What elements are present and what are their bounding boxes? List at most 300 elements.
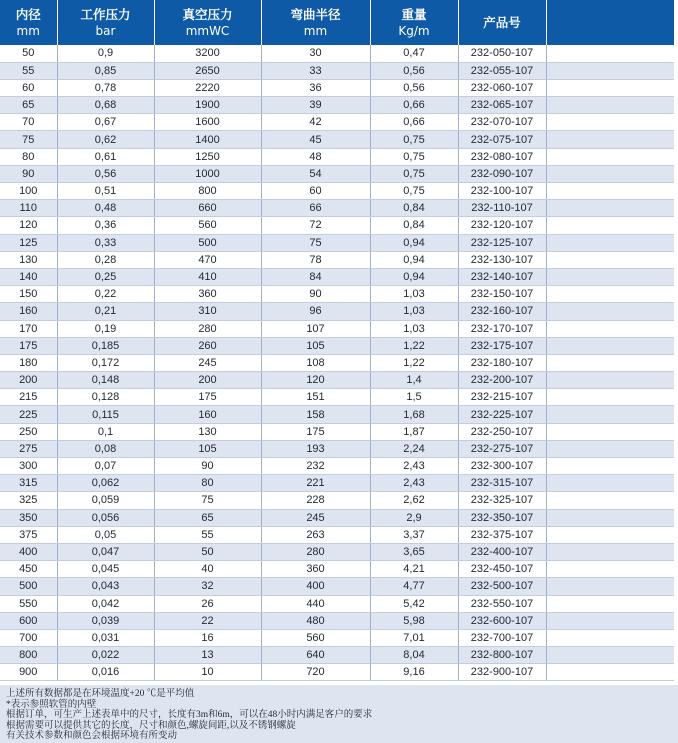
table-row: [0, 200, 674, 217]
table-row: [0, 543, 674, 560]
cell-inner-diameter: 90: [0, 165, 57, 182]
cell-working-pressure: 0,016: [57, 664, 154, 681]
cell-bend-radius: 42: [261, 114, 370, 131]
cell-bend-radius: 228: [261, 492, 370, 509]
cell-blank: [546, 543, 674, 560]
cell-vacuum-pressure: 1900: [154, 97, 261, 114]
table-row: [0, 492, 674, 509]
cell-weight: 1,22: [370, 354, 458, 371]
cell-working-pressure: 0,56: [57, 165, 154, 182]
cell-product-number: 232-140-107: [458, 268, 546, 285]
cell-vacuum-pressure: 245: [154, 354, 261, 371]
cell-vacuum-pressure: 200: [154, 372, 261, 389]
cell-blank: [546, 372, 674, 389]
cell-weight: 1,5: [370, 389, 458, 406]
cell-inner-diameter: 900: [0, 664, 57, 681]
table-row: [0, 337, 674, 354]
cell-weight: 5,98: [370, 612, 458, 629]
cell-product-number: 232-325-107: [458, 492, 546, 509]
cell-vacuum-pressure: 160: [154, 406, 261, 423]
cell-inner-diameter: 350: [0, 509, 57, 526]
cell-vacuum-pressure: 800: [154, 183, 261, 200]
cell-product-number: 232-075-107: [458, 131, 546, 148]
table-row: [0, 561, 674, 578]
cell-product-number: 232-130-107: [458, 251, 546, 268]
cell-product-number: 232-400-107: [458, 543, 546, 560]
cell-bend-radius: 75: [261, 234, 370, 251]
cell-inner-diameter: 800: [0, 647, 57, 664]
cell-inner-diameter: 120: [0, 217, 57, 234]
cell-blank: [546, 165, 674, 182]
cell-vacuum-pressure: 32: [154, 578, 261, 595]
table-row: [0, 97, 674, 114]
cell-inner-diameter: 125: [0, 234, 57, 251]
cell-bend-radius: 151: [261, 389, 370, 406]
table-row: [0, 389, 674, 406]
cell-inner-diameter: 170: [0, 320, 57, 337]
cell-vacuum-pressure: 105: [154, 440, 261, 457]
cell-blank: [546, 492, 674, 509]
cell-blank: [546, 354, 674, 371]
table-row: [0, 286, 674, 303]
table-row: [0, 165, 674, 182]
cell-blank: [546, 664, 674, 681]
cell-weight: 1,68: [370, 406, 458, 423]
cell-vacuum-pressure: 660: [154, 200, 261, 217]
table-row: [0, 234, 674, 251]
cell-weight: 0,66: [370, 97, 458, 114]
cell-vacuum-pressure: 16: [154, 629, 261, 646]
cell-bend-radius: 400: [261, 578, 370, 595]
cell-blank: [546, 62, 674, 79]
cell-working-pressure: 0,21: [57, 303, 154, 320]
cell-inner-diameter: 130: [0, 251, 57, 268]
cell-vacuum-pressure: 2220: [154, 79, 261, 96]
cell-inner-diameter: 140: [0, 268, 57, 285]
header-row: [0, 0, 674, 45]
cell-blank: [546, 268, 674, 285]
cell-vacuum-pressure: 410: [154, 268, 261, 285]
header-working-pressure: 工作压力 bar: [57, 0, 154, 45]
table-row: [0, 458, 674, 475]
cell-weight: 2,9: [370, 509, 458, 526]
cell-bend-radius: 560: [261, 629, 370, 646]
cell-inner-diameter: 100: [0, 183, 57, 200]
cell-vacuum-pressure: 2650: [154, 62, 261, 79]
cell-weight: 0,75: [370, 183, 458, 200]
cell-weight: 0,94: [370, 251, 458, 268]
cell-product-number: 232-315-107: [458, 475, 546, 492]
cell-blank: [546, 509, 674, 526]
cell-product-number: 232-175-107: [458, 337, 546, 354]
cell-blank: [546, 629, 674, 646]
cell-vacuum-pressure: 280: [154, 320, 261, 337]
cell-vacuum-pressure: 22: [154, 612, 261, 629]
cell-bend-radius: 108: [261, 354, 370, 371]
cell-bend-radius: 107: [261, 320, 370, 337]
cell-working-pressure: 0,22: [57, 286, 154, 303]
header-blank: [546, 0, 674, 45]
cell-product-number: 232-060-107: [458, 79, 546, 96]
table-row: [0, 268, 674, 285]
cell-product-number: 232-100-107: [458, 183, 546, 200]
footnote-line: 有关技术参数和颜色会根据环境有所变动: [6, 731, 178, 741]
cell-bend-radius: 440: [261, 595, 370, 612]
cell-weight: 1,03: [370, 286, 458, 303]
cell-weight: 5,42: [370, 595, 458, 612]
cell-inner-diameter: 325: [0, 492, 57, 509]
cell-vacuum-pressure: 1400: [154, 131, 261, 148]
cell-weight: 0,56: [370, 62, 458, 79]
cell-bend-radius: 66: [261, 200, 370, 217]
cell-weight: 2,43: [370, 458, 458, 475]
table-row: [0, 131, 674, 148]
cell-weight: 0,75: [370, 148, 458, 165]
cell-weight: 3,65: [370, 543, 458, 560]
cell-inner-diameter: 55: [0, 62, 57, 79]
cell-bend-radius: 105: [261, 337, 370, 354]
cell-weight: 1,03: [370, 303, 458, 320]
cell-weight: 1,87: [370, 423, 458, 440]
cell-inner-diameter: 400: [0, 543, 57, 560]
cell-inner-diameter: 175: [0, 337, 57, 354]
cell-working-pressure: 0,043: [57, 578, 154, 595]
cell-working-pressure: 0,07: [57, 458, 154, 475]
cell-weight: 0,66: [370, 114, 458, 131]
table-row: [0, 45, 674, 62]
cell-weight: 1,4: [370, 372, 458, 389]
cell-blank: [546, 526, 674, 543]
table-row: [0, 114, 674, 131]
cell-inner-diameter: 60: [0, 79, 57, 96]
cell-bend-radius: 84: [261, 268, 370, 285]
header-weight: 重量 Kg/m: [370, 0, 458, 45]
table-row: [0, 303, 674, 320]
cell-inner-diameter: 250: [0, 423, 57, 440]
cell-bend-radius: 360: [261, 561, 370, 578]
cell-product-number: 232-350-107: [458, 509, 546, 526]
cell-working-pressure: 0,51: [57, 183, 154, 200]
footnote-line: 根据需要可以提供其它的长度，尺寸和颜色,螺旋间距,以及不锈钢螺旋: [6, 720, 296, 731]
cell-blank: [546, 595, 674, 612]
cell-blank: [546, 234, 674, 251]
cell-blank: [546, 217, 674, 234]
cell-bend-radius: 39: [261, 97, 370, 114]
cell-weight: 0,94: [370, 268, 458, 285]
cell-product-number: 232-065-107: [458, 97, 546, 114]
cell-vacuum-pressure: 130: [154, 423, 261, 440]
header-vacuum-pressure: 真空压力 mmWC: [154, 0, 261, 45]
cell-inner-diameter: 110: [0, 200, 57, 217]
cell-vacuum-pressure: 360: [154, 286, 261, 303]
cell-bend-radius: 263: [261, 526, 370, 543]
cell-inner-diameter: 65: [0, 97, 57, 114]
cell-vacuum-pressure: 3200: [154, 45, 261, 62]
cell-bend-radius: 45: [261, 131, 370, 148]
header-product-number: 产品号: [458, 0, 546, 45]
table-row: [0, 509, 674, 526]
cell-vacuum-pressure: 55: [154, 526, 261, 543]
table-row: [0, 612, 674, 629]
cell-bend-radius: 280: [261, 543, 370, 560]
cell-blank: [546, 183, 674, 200]
cell-blank: [546, 423, 674, 440]
cell-blank: [546, 148, 674, 165]
cell-bend-radius: 193: [261, 440, 370, 457]
cell-product-number: 232-080-107: [458, 148, 546, 165]
footnote-line: *表示参照软管的内壁: [6, 699, 97, 710]
cell-product-number: 232-500-107: [458, 578, 546, 595]
cell-product-number: 232-150-107: [458, 286, 546, 303]
cell-working-pressure: 0,25: [57, 268, 154, 285]
cell-inner-diameter: 375: [0, 526, 57, 543]
cell-bend-radius: 245: [261, 509, 370, 526]
cell-bend-radius: 33: [261, 62, 370, 79]
cell-product-number: 232-800-107: [458, 647, 546, 664]
cell-weight: 7,01: [370, 629, 458, 646]
cell-inner-diameter: 550: [0, 595, 57, 612]
cell-product-number: 232-550-107: [458, 595, 546, 612]
cell-product-number: 232-225-107: [458, 406, 546, 423]
cell-vacuum-pressure: 1250: [154, 148, 261, 165]
cell-working-pressure: 0,05: [57, 526, 154, 543]
footnotes: [0, 685, 678, 743]
cell-bend-radius: 120: [261, 372, 370, 389]
cell-vacuum-pressure: 10: [154, 664, 261, 681]
header-inner-diameter: 内径 mm: [0, 0, 57, 45]
cell-weight: 9,16: [370, 664, 458, 681]
cell-blank: [546, 475, 674, 492]
table-row: [0, 526, 674, 543]
cell-working-pressure: 0,36: [57, 217, 154, 234]
cell-inner-diameter: 200: [0, 372, 57, 389]
cell-vacuum-pressure: 1600: [154, 114, 261, 131]
cell-working-pressure: 0,78: [57, 79, 154, 96]
cell-inner-diameter: 700: [0, 629, 57, 646]
cell-vacuum-pressure: 175: [154, 389, 261, 406]
cell-product-number: 232-070-107: [458, 114, 546, 131]
cell-blank: [546, 612, 674, 629]
cell-weight: 2,43: [370, 475, 458, 492]
cell-working-pressure: 0,28: [57, 251, 154, 268]
cell-inner-diameter: 70: [0, 114, 57, 131]
table-row: [0, 440, 674, 457]
cell-bend-radius: 36: [261, 79, 370, 96]
cell-inner-diameter: 315: [0, 475, 57, 492]
cell-weight: 4,77: [370, 578, 458, 595]
cell-working-pressure: 0,062: [57, 475, 154, 492]
footnote-line: 根据订单，可生产上述表单中的尺寸，长度有3m和6m，可以在48小时内满足客户的要求: [6, 710, 373, 720]
cell-product-number: 232-275-107: [458, 440, 546, 457]
cell-blank: [546, 131, 674, 148]
cell-blank: [546, 647, 674, 664]
cell-bend-radius: 78: [261, 251, 370, 268]
cell-working-pressure: 0,039: [57, 612, 154, 629]
cell-product-number: 232-900-107: [458, 664, 546, 681]
cell-inner-diameter: 50: [0, 45, 57, 62]
cell-blank: [546, 251, 674, 268]
table-row: [0, 62, 674, 79]
table-row: [0, 148, 674, 165]
cell-bend-radius: 90: [261, 286, 370, 303]
cell-inner-diameter: 300: [0, 458, 57, 475]
table-row: [0, 406, 674, 423]
cell-product-number: 232-120-107: [458, 217, 546, 234]
cell-bend-radius: 158: [261, 406, 370, 423]
cell-product-number: 232-450-107: [458, 561, 546, 578]
cell-inner-diameter: 150: [0, 286, 57, 303]
cell-product-number: 232-180-107: [458, 354, 546, 371]
cell-working-pressure: 0,61: [57, 148, 154, 165]
cell-weight: 0,84: [370, 200, 458, 217]
cell-working-pressure: 0,172: [57, 354, 154, 371]
cell-working-pressure: 0,022: [57, 647, 154, 664]
cell-blank: [546, 97, 674, 114]
cell-blank: [546, 440, 674, 457]
cell-weight: 1,22: [370, 337, 458, 354]
cell-bend-radius: 30: [261, 45, 370, 62]
cell-working-pressure: 0,045: [57, 561, 154, 578]
cell-working-pressure: 0,115: [57, 406, 154, 423]
cell-blank: [546, 389, 674, 406]
cell-inner-diameter: 80: [0, 148, 57, 165]
cell-product-number: 232-090-107: [458, 165, 546, 182]
table-row: [0, 354, 674, 371]
cell-weight: 4,21: [370, 561, 458, 578]
table-header: [0, 0, 674, 45]
cell-working-pressure: 0,33: [57, 234, 154, 251]
cell-vacuum-pressure: 260: [154, 337, 261, 354]
cell-working-pressure: 0,68: [57, 97, 154, 114]
table-row: [0, 79, 674, 96]
cell-bend-radius: 72: [261, 217, 370, 234]
cell-bend-radius: 60: [261, 183, 370, 200]
cell-blank: [546, 458, 674, 475]
cell-working-pressure: 0,19: [57, 320, 154, 337]
cell-working-pressure: 0,128: [57, 389, 154, 406]
cell-vacuum-pressure: 65: [154, 509, 261, 526]
table-row: [0, 578, 674, 595]
cell-inner-diameter: 215: [0, 389, 57, 406]
table-row: [0, 217, 674, 234]
cell-vacuum-pressure: 90: [154, 458, 261, 475]
table-body: [0, 45, 674, 681]
cell-weight: 3,37: [370, 526, 458, 543]
cell-product-number: 232-050-107: [458, 45, 546, 62]
cell-inner-diameter: 75: [0, 131, 57, 148]
table-row: [0, 647, 674, 664]
cell-working-pressure: 0,185: [57, 337, 154, 354]
cell-inner-diameter: 160: [0, 303, 57, 320]
cell-bend-radius: 640: [261, 647, 370, 664]
table-row: [0, 320, 674, 337]
cell-blank: [546, 406, 674, 423]
table-row: [0, 595, 674, 612]
cell-inner-diameter: 450: [0, 561, 57, 578]
cell-blank: [546, 578, 674, 595]
cell-product-number: 232-215-107: [458, 389, 546, 406]
cell-vacuum-pressure: 470: [154, 251, 261, 268]
cell-working-pressure: 0,08: [57, 440, 154, 457]
table-row: [0, 664, 674, 681]
cell-product-number: 232-250-107: [458, 423, 546, 440]
cell-blank: [546, 200, 674, 217]
cell-product-number: 232-125-107: [458, 234, 546, 251]
cell-blank: [546, 286, 674, 303]
cell-weight: 0,75: [370, 131, 458, 148]
footnote-line: 上述所有数据都是在环境温度+20 ℃是平均值: [6, 689, 195, 699]
cell-vacuum-pressure: 500: [154, 234, 261, 251]
table-row: [0, 372, 674, 389]
cell-blank: [546, 114, 674, 131]
cell-inner-diameter: 500: [0, 578, 57, 595]
cell-blank: [546, 320, 674, 337]
cell-weight: 0,84: [370, 217, 458, 234]
cell-product-number: 232-600-107: [458, 612, 546, 629]
header-bend-radius: 弯曲半径 mm: [261, 0, 370, 45]
cell-weight: 8,04: [370, 647, 458, 664]
cell-vacuum-pressure: 1000: [154, 165, 261, 182]
cell-vacuum-pressure: 13: [154, 647, 261, 664]
cell-working-pressure: 0,85: [57, 62, 154, 79]
cell-product-number: 232-170-107: [458, 320, 546, 337]
cell-product-number: 232-200-107: [458, 372, 546, 389]
cell-product-number: 232-160-107: [458, 303, 546, 320]
cell-working-pressure: 0,9: [57, 45, 154, 62]
cell-working-pressure: 0,67: [57, 114, 154, 131]
cell-inner-diameter: 600: [0, 612, 57, 629]
cell-working-pressure: 0,047: [57, 543, 154, 560]
cell-blank: [546, 79, 674, 96]
cell-vacuum-pressure: 26: [154, 595, 261, 612]
cell-bend-radius: 175: [261, 423, 370, 440]
cell-blank: [546, 337, 674, 354]
cell-bend-radius: 232: [261, 458, 370, 475]
cell-product-number: 232-375-107: [458, 526, 546, 543]
cell-blank: [546, 561, 674, 578]
cell-working-pressure: 0,62: [57, 131, 154, 148]
cell-vacuum-pressure: 80: [154, 475, 261, 492]
table-row: [0, 423, 674, 440]
cell-weight: 2,24: [370, 440, 458, 457]
cell-working-pressure: 0,042: [57, 595, 154, 612]
cell-inner-diameter: 180: [0, 354, 57, 371]
cell-inner-diameter: 275: [0, 440, 57, 457]
cell-working-pressure: 0,148: [57, 372, 154, 389]
cell-bend-radius: 720: [261, 664, 370, 681]
cell-working-pressure: 0,031: [57, 629, 154, 646]
cell-weight: 1,03: [370, 320, 458, 337]
cell-product-number: 232-110-107: [458, 200, 546, 217]
cell-blank: [546, 303, 674, 320]
cell-working-pressure: 0,056: [57, 509, 154, 526]
cell-inner-diameter: 225: [0, 406, 57, 423]
cell-working-pressure: 0,059: [57, 492, 154, 509]
cell-bend-radius: 96: [261, 303, 370, 320]
cell-vacuum-pressure: 560: [154, 217, 261, 234]
cell-weight: 0,75: [370, 165, 458, 182]
cell-weight: 0,94: [370, 234, 458, 251]
cell-weight: 0,56: [370, 79, 458, 96]
cell-bend-radius: 48: [261, 148, 370, 165]
cell-weight: 0,47: [370, 45, 458, 62]
table-row: [0, 629, 674, 646]
cell-working-pressure: 0,1: [57, 423, 154, 440]
cell-working-pressure: 0,48: [57, 200, 154, 217]
table-row: [0, 251, 674, 268]
cell-blank: [546, 45, 674, 62]
cell-product-number: 232-055-107: [458, 62, 546, 79]
